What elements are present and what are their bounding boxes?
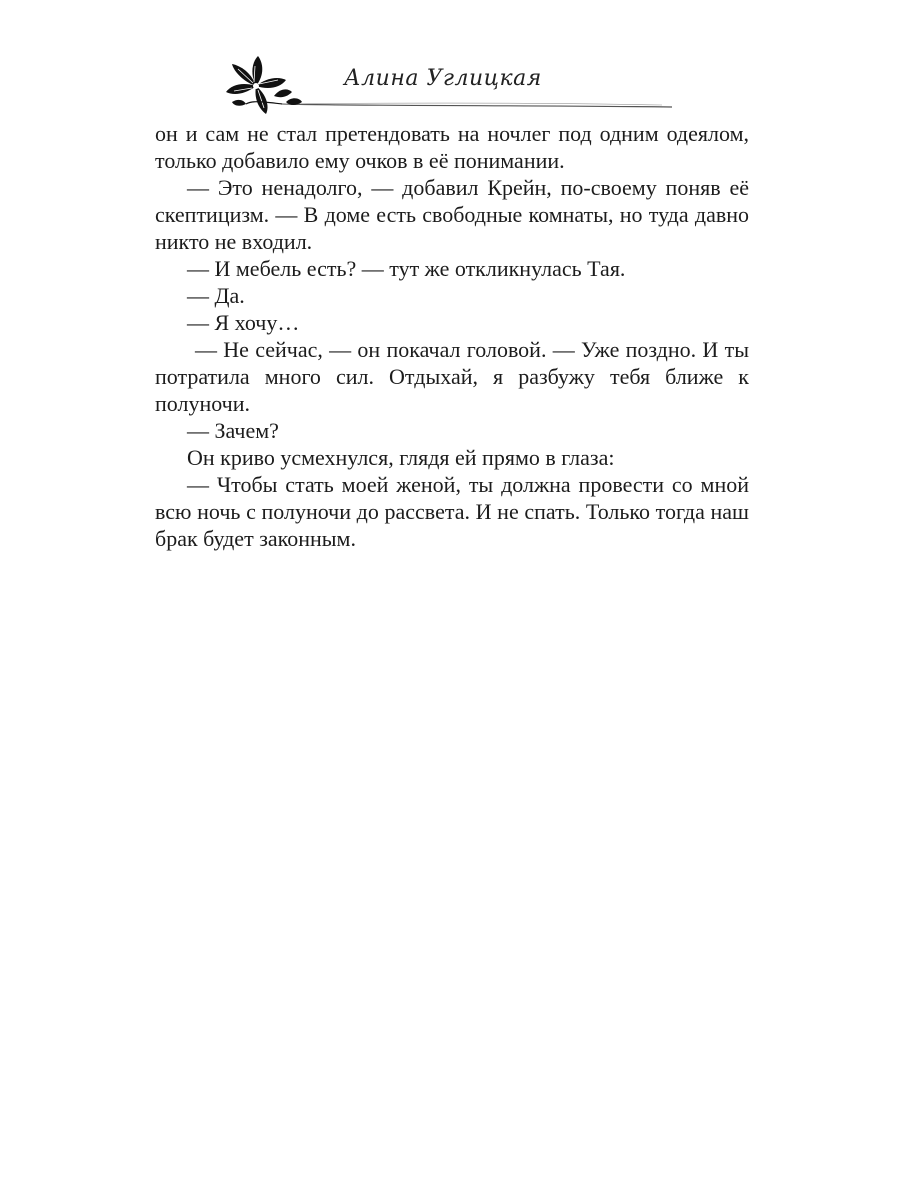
paragraph: — Зачем? (187, 418, 279, 443)
author-name: Алина Углицкая (344, 66, 542, 91)
paragraph: он и сам не стал претендовать на ночлег под одним одеялом, только добавило ему очков в её понимании. (155, 121, 749, 173)
paragraph: — Я хочу… (187, 310, 300, 335)
page-body (155, 120, 749, 552)
paragraph: Он криво усмехнулся, глядя ей прямо в глаза: (187, 445, 615, 470)
running-header (222, 52, 674, 118)
paragraph: — И мебель есть? — тут же откликнулась Тая. (187, 256, 626, 281)
paragraph: — Это ненадолго, — добавил Крейн, по-своему поняв её скептицизм. — В доме есть свободные комнаты, но туда давно никто не входил. (155, 175, 749, 254)
paragraph: — Чтобы стать моей женой, ты должна провести со мной всю ночь с полуночи до рассвета. И не спать. Только тогда наш брак будет законным. (155, 472, 749, 551)
paragraph: — Да. (187, 283, 245, 308)
paragraph: — Не сейчас, — он покачал головой. — Уже поздно. И ты потратила много сил. Отдыхай, я разбужу тебя ближе к полуночи. (155, 337, 749, 416)
